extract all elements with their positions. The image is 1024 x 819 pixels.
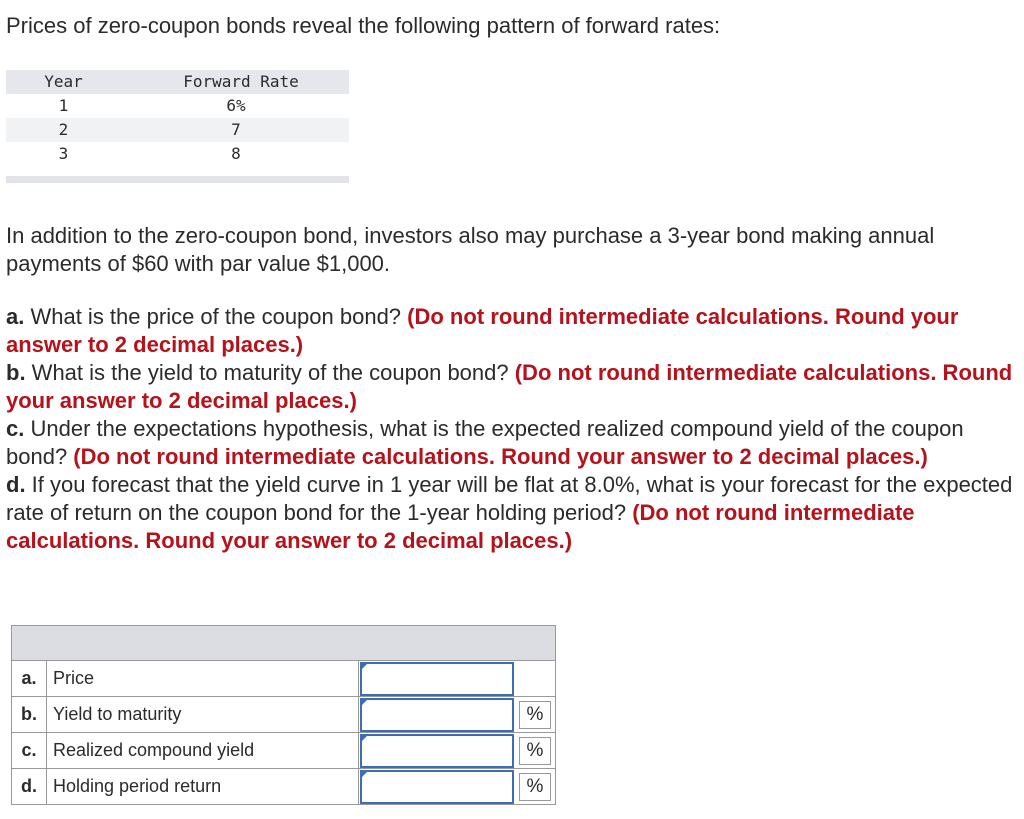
holding-period-return-input[interactable] — [360, 770, 514, 804]
bond-description: In addition to the zero-coupon bond, investors also may purchase a 3-year bond making annual payments of $60 with par value $1,000. — [6, 223, 935, 276]
answer-label: Price — [47, 661, 359, 697]
answer-label: Holding period return — [47, 769, 359, 805]
question-instruction: (Do not round intermediate calculations. Round your answer to 2 decimal places.) — [6, 500, 915, 553]
questions-block — [6, 303, 1016, 555]
intro-text: Prices of zero-coupon bonds reveal the following pattern of forward rates: — [6, 13, 721, 38]
input-marker-icon — [361, 699, 368, 706]
question-label: d. — [6, 472, 26, 497]
input-marker-icon — [361, 735, 368, 742]
percent-unit: % — [519, 701, 551, 729]
rate-cell: 8 — [231, 144, 241, 163]
percent-unit: % — [519, 737, 551, 765]
forward-rates-table — [6, 70, 349, 183]
question-label: b. — [6, 360, 26, 385]
rates-table-header — [6, 70, 349, 94]
price-field-cell — [359, 661, 516, 697]
answer-letter: a. — [12, 661, 47, 697]
yield-to-maturity-input[interactable] — [360, 698, 514, 732]
year-cell: 1 — [58, 96, 69, 115]
rates-table-row — [6, 118, 349, 142]
question-text: Under the expectations hypothesis, what is the expected realized compound yield of the coupon bond? — [6, 416, 964, 469]
price-input[interactable] — [360, 662, 514, 696]
question-b — [6, 359, 1016, 415]
table-divider — [6, 176, 349, 183]
question-label: a. — [6, 304, 25, 329]
question-label: c. — [6, 416, 25, 441]
forward-rate-header: Forward Rate — [183, 72, 299, 91]
question-c — [6, 415, 1016, 471]
question-text: What is the yield to maturity of the coupon bond? — [25, 360, 515, 385]
question-instruction: (Do not round intermediate calculations. Round your answer to 2 decimal places.) — [6, 304, 959, 357]
realized-yield-input[interactable] — [360, 734, 514, 768]
rates-table-row — [6, 142, 349, 166]
year-header: Year — [44, 72, 83, 91]
answer-row-realized — [12, 733, 556, 769]
rate-cell: 7 — [231, 120, 241, 139]
answer-row-price — [12, 661, 556, 697]
input-marker-icon — [361, 771, 368, 778]
input-marker-icon — [361, 663, 368, 670]
answer-letter: b. — [12, 697, 47, 733]
rates-table-row — [6, 94, 349, 118]
unit-cell — [515, 661, 556, 697]
answer-header-cell — [12, 626, 556, 661]
unit-cell — [515, 769, 556, 805]
answer-table — [11, 625, 556, 805]
realized-field-cell — [359, 733, 516, 769]
question-a — [6, 303, 1016, 359]
rate-cell: 6% — [226, 96, 246, 115]
unit-cell — [515, 733, 556, 769]
answer-label: Yield to maturity — [47, 697, 359, 733]
question-d — [6, 471, 1016, 555]
answer-row-hpr — [12, 769, 556, 805]
answer-letter: c. — [12, 733, 47, 769]
question-instruction: (Do not round intermediate calculations. Round your answer to 2 decimal places.) — [6, 360, 1013, 413]
hpr-field-cell — [359, 769, 516, 805]
question-text: If you forecast that the yield curve in 1 year will be flat at 8.0%, what is your forecast for the expected rate of return on the coupon bond for the 1-year holding period? — [6, 472, 1013, 525]
answer-row-ytm — [12, 697, 556, 733]
question-text: What is the price of the coupon bond? — [24, 304, 408, 329]
ytm-field-cell — [359, 697, 516, 733]
percent-unit: % — [519, 773, 551, 801]
answer-letter: d. — [12, 769, 47, 805]
year-cell: 2 — [58, 120, 69, 139]
question-instruction: (Do not round intermediate calculations. Round your answer to 2 decimal places.) — [73, 444, 928, 469]
year-cell: 3 — [58, 144, 69, 163]
answer-label: Realized compound yield — [47, 733, 359, 769]
answer-table-header — [12, 626, 556, 661]
unit-cell — [515, 697, 556, 733]
